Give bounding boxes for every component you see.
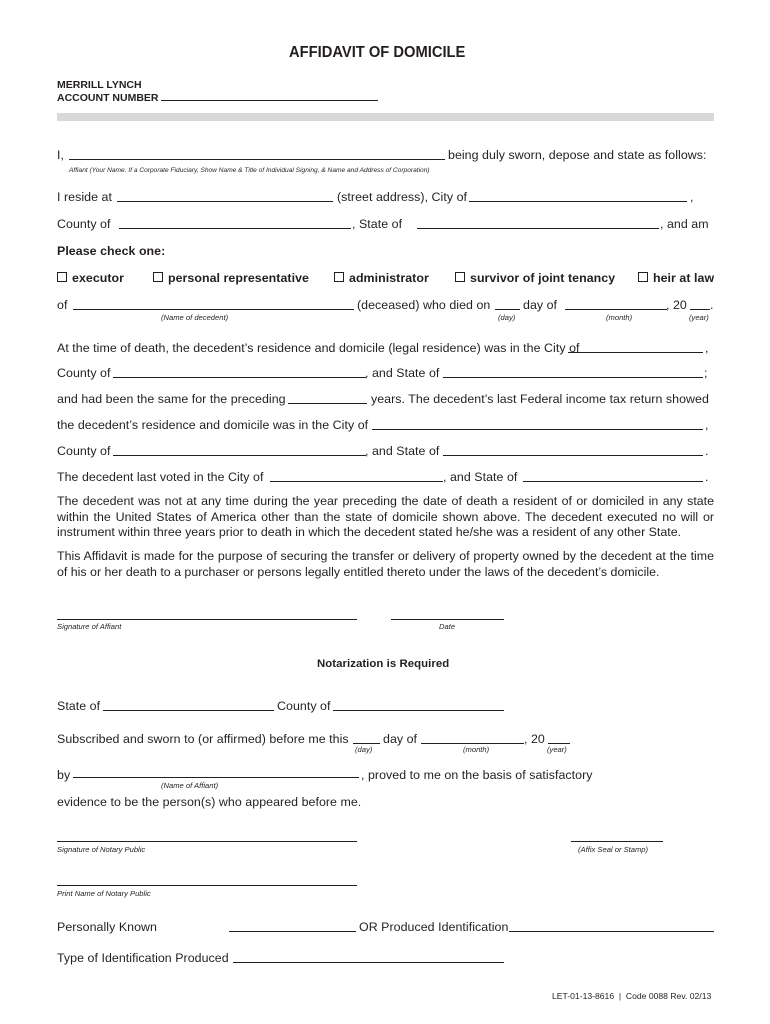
- death-county-field[interactable]: [113, 377, 366, 378]
- header-divider-bar: [57, 113, 714, 121]
- notary-day-of-label: day of: [383, 732, 418, 746]
- account-number-field[interactable]: [161, 100, 378, 101]
- notary-year-field[interactable]: [548, 743, 570, 744]
- residence-city-label: the decedent’s residence and domicile was in the City of: [57, 418, 369, 432]
- death-year-field[interactable]: [690, 309, 710, 310]
- hint-year: (year): [689, 313, 709, 322]
- deceased-died-label: (deceased) who died on: [357, 298, 491, 312]
- comma-1: ,: [690, 190, 694, 204]
- tax-city-field[interactable]: [372, 429, 703, 430]
- day-of-label: day of: [523, 298, 558, 312]
- executor-option[interactable]: [57, 271, 124, 285]
- notary-signature-label: Signature of Notary Public: [57, 845, 146, 854]
- affix-seal-label: (Affix Seal or Stamp): [578, 845, 649, 854]
- comma-3: ,: [705, 418, 709, 432]
- affiant-intro: I,: [57, 148, 64, 162]
- notary-affiant-name-field[interactable]: [73, 777, 359, 778]
- residence-line: At the time of death, the decedent’s residence and domicile (legal residence) was in the City of: [57, 341, 580, 355]
- date-field[interactable]: [391, 619, 504, 620]
- checkbox-icon[interactable]: [455, 272, 465, 282]
- tax-county-field[interactable]: [113, 455, 366, 456]
- state-label: , State of: [352, 217, 403, 231]
- type-id-field[interactable]: [233, 962, 504, 963]
- survivor-label: survivor of joint tenancy: [470, 271, 616, 285]
- county-label: County of: [57, 217, 111, 231]
- street-address-field[interactable]: [117, 201, 333, 202]
- evidence-label: evidence to be the person(s) who appeared before me.: [57, 795, 362, 809]
- notary-signature-field[interactable]: [57, 841, 357, 842]
- decedent-name-field[interactable]: [73, 309, 354, 310]
- comma-20-label: , 20: [666, 298, 687, 312]
- years-field[interactable]: [288, 403, 367, 404]
- affiant-signature-label: Signature of Affiant: [57, 622, 122, 631]
- checkbox-icon[interactable]: [334, 272, 344, 282]
- county-label-2: County of: [57, 366, 111, 380]
- date-label: Date: [439, 622, 456, 631]
- seal-field[interactable]: [571, 841, 663, 842]
- notary-hint-month: (month): [463, 745, 490, 754]
- heir-label: heir at law: [653, 271, 715, 285]
- reside-city-field[interactable]: [469, 201, 687, 202]
- proved-label: , proved to me on the basis of satisfactory: [361, 768, 593, 782]
- personally-known-field[interactable]: [229, 931, 356, 932]
- voted-city-label: The decedent last voted in the City of: [57, 470, 264, 484]
- purpose-statement: This Affidavit is made for the purpose of securing the transfer or delivery of property owned by the decedent at the time of his or her death to a purchaser or persons legally entitled thereto under the laws of the decedent’s domicile.: [57, 549, 714, 579]
- notary-day-field[interactable]: [353, 743, 380, 744]
- checkbox-icon[interactable]: [153, 272, 163, 282]
- notary-month-field[interactable]: [421, 743, 524, 744]
- reside-state-field[interactable]: [417, 228, 659, 229]
- affiant-name-field[interactable]: [69, 159, 445, 160]
- domicile-statement: The decedent was not at any time during the year preceding the date of death a resident of or domiciled in any state within the United States of America other than the state of domicile shown above. The decedent executed no will or instrument within three years prior to death in which the decedent stated he/she was a resident of any other State.: [57, 494, 714, 539]
- hint-decedent: (Name of decedent): [161, 313, 229, 322]
- notary-state-label: State of: [57, 699, 101, 713]
- checkbox-icon[interactable]: [57, 272, 67, 282]
- tax-state-field[interactable]: [443, 455, 703, 456]
- notary-comma-20: , 20: [524, 732, 545, 746]
- county-label-3: County of: [57, 444, 111, 458]
- personally-known-label: Personally Known: [57, 920, 157, 934]
- produced-id-field[interactable]: [509, 931, 714, 932]
- death-state-field[interactable]: [443, 377, 703, 378]
- and-state-label-3: , and State of: [365, 444, 440, 458]
- street-city-label: (street address), City of: [337, 190, 468, 204]
- and-am-label: , and am: [660, 217, 709, 231]
- heir-option[interactable]: [638, 271, 714, 285]
- affiant-signature-field[interactable]: [57, 619, 357, 620]
- comma-2: ,: [705, 341, 709, 355]
- notary-hint-year: (year): [547, 745, 567, 754]
- period-2: .: [705, 444, 709, 458]
- voted-city-field[interactable]: [270, 481, 443, 482]
- affiant-hint: Affiant (Your Name. If a Corporate Fiduciary, Show Name & Title of Individual Signing, & Name and Address of Corporation): [69, 167, 430, 174]
- hint-month: (month): [606, 313, 633, 322]
- notarization-heading: Notarization is Required: [317, 658, 450, 670]
- personal-rep-option[interactable]: [153, 271, 309, 285]
- voted-state-field[interactable]: [523, 481, 703, 482]
- type-id-label: Type of Identification Produced: [57, 951, 229, 965]
- notary-hint-day: (day): [355, 745, 373, 754]
- notary-county-label: County of: [277, 699, 331, 713]
- account-number-label: ACCOUNT NUMBER: [57, 92, 159, 104]
- death-day-field[interactable]: [495, 309, 520, 310]
- of-label: of: [57, 298, 68, 312]
- period-1: .: [710, 298, 714, 312]
- death-city-field[interactable]: [568, 352, 703, 353]
- survivor-option[interactable]: [455, 271, 615, 285]
- same-preceding-label: and had been the same for the preceding: [57, 392, 286, 406]
- hint-day: (day): [498, 313, 516, 322]
- page-title: AFFIDAVIT OF DOMICILE: [289, 44, 466, 61]
- and-state-label-4: , and State of: [443, 470, 518, 484]
- form-code-footer: LET-01-13-8616 | Code 0088 Rev. 02/13: [552, 991, 712, 1001]
- personal-rep-label: personal representative: [168, 271, 309, 285]
- and-state-label-2: , and State of: [365, 366, 440, 380]
- company-name: MERRILL LYNCH: [57, 79, 142, 91]
- death-month-field[interactable]: [565, 309, 667, 310]
- reside-county-field[interactable]: [119, 228, 351, 229]
- period-3: .: [705, 470, 709, 484]
- administrator-option[interactable]: [334, 271, 429, 285]
- administrator-label: administrator: [349, 271, 429, 285]
- notary-county-field[interactable]: [333, 710, 504, 711]
- notary-print-name-field[interactable]: [57, 885, 357, 886]
- notary-state-field[interactable]: [103, 710, 274, 711]
- hint-affiant: (Name of Affiant): [161, 781, 219, 790]
- please-check-heading: Please check one:: [57, 244, 166, 258]
- or-produced-label: OR Produced Identification: [359, 920, 509, 934]
- semicolon: ;: [704, 366, 708, 380]
- reside-at-label: I reside at: [57, 190, 112, 204]
- sworn-text: being duly sworn, depose and state as follows:: [448, 148, 707, 162]
- checkbox-icon[interactable]: [638, 272, 648, 282]
- years-tax-label: years. The decedent’s last Federal income tax return showed: [371, 392, 709, 406]
- subscribed-label: Subscribed and sworn to (or affirmed) before me this: [57, 732, 349, 746]
- by-label: by: [57, 768, 71, 782]
- executor-label: executor: [72, 271, 125, 285]
- notary-print-name-label: Print Name of Notary Public: [57, 889, 151, 898]
